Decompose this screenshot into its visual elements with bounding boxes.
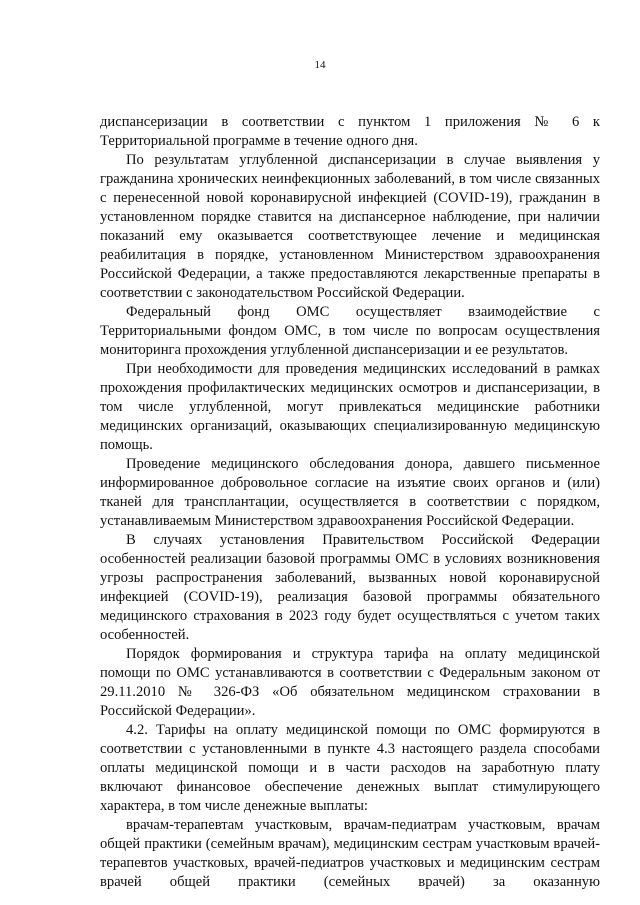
- paragraph-donor-examination: Проведение медицинского обследования донора, давшего письменное информированное добровольное согласие на изъятие своих органов и (или) тканей для трансплантации, осуществляется в соответствии с порядком, устанавливаемым Министерством здравоохранения Российской Федерации.: [100, 456, 600, 529]
- paragraph-specialists-involvement: При необходимости для проведения медицинских исследований в рамках прохождения профилактических медицинских осмотров и диспансеризации, в том числе углубленной, могут привлекаться медицинские работники медицинских организаций, оказывающих специализированную медицинскую помощь.: [100, 361, 600, 453]
- paragraph-federal-fund-interaction: Федеральный фонд ОМС осуществляет взаимодействие с Территориальными фондом ОМС, в том числе по вопросам осуществления мониторинга прохождения углубленной диспансеризации и ее результатов.: [100, 304, 600, 358]
- paragraph-continuation: диспансеризации в соответствии с пунктом 1 приложения № 6 к Территориальной программе в течение одного дня.: [100, 114, 600, 149]
- paragraph-tariff-structure: Порядок формирования и структура тарифа на оплату медицинской помощи по ОМС устанавливаются в соответствии с Федеральным законом от 29.11.2010 № 326-ФЗ «Об обязательном медицинском страховании в Российской Федерации».: [100, 646, 600, 719]
- paragraph-covid-specifics: В случаях установления Правительством Российской Федерации особенностей реализации базовой программы ОМС в условиях возникновения угрозы распространения заболеваний, вызванных новой коронавирусной инфекцией (COVID-19), реализация базовой программы обязательного медицинского страхования в 2023 году будет осуществляться с учетом таких особенностей.: [100, 532, 600, 643]
- paragraph-section-4-2: 4.2. Тарифы на оплату медицинской помощи по ОМС формируются в соответствии с установленными в пункте 4.3 настоящего раздела способами оплаты медицинской помощи и в части расходов на заработную плату включают финансовое обеспечение денежных выплат стимулирующего характера, в том числе денежные выплаты:: [100, 722, 600, 814]
- paragraph-payments-list-item: врачам-терапевтам участковым, врачам-педиатрам участковым, врачам общей практики (семейным врачам), медицинским сестрам участковым врачей-терапевтов участковых, врачей-педиатров участковых и медицинским сестрам врачей общей практики (семейных врачей) за оказанную: [100, 817, 600, 890]
- page-number: 14: [314, 59, 326, 71]
- document-body: [100, 113, 600, 892]
- paragraph-in-depth-screening-results: По результатам углубленной диспансеризации в случае выявления у гражданина хронических неинфекционных заболеваний, в том числе связанных с перенесенной новой коронавирусной инфекцией (COVID-19), гражданин в установленном порядке ставится на диспансерное наблюдение, при наличии показаний ему оказывается соответствующее лечение и медицинская реабилитация в порядке, установленном Министерством здравоохранения Российской Федерации, а также предоставляются лекарственные препараты в соответствии с законодательством Российской Федерации.: [100, 152, 600, 301]
